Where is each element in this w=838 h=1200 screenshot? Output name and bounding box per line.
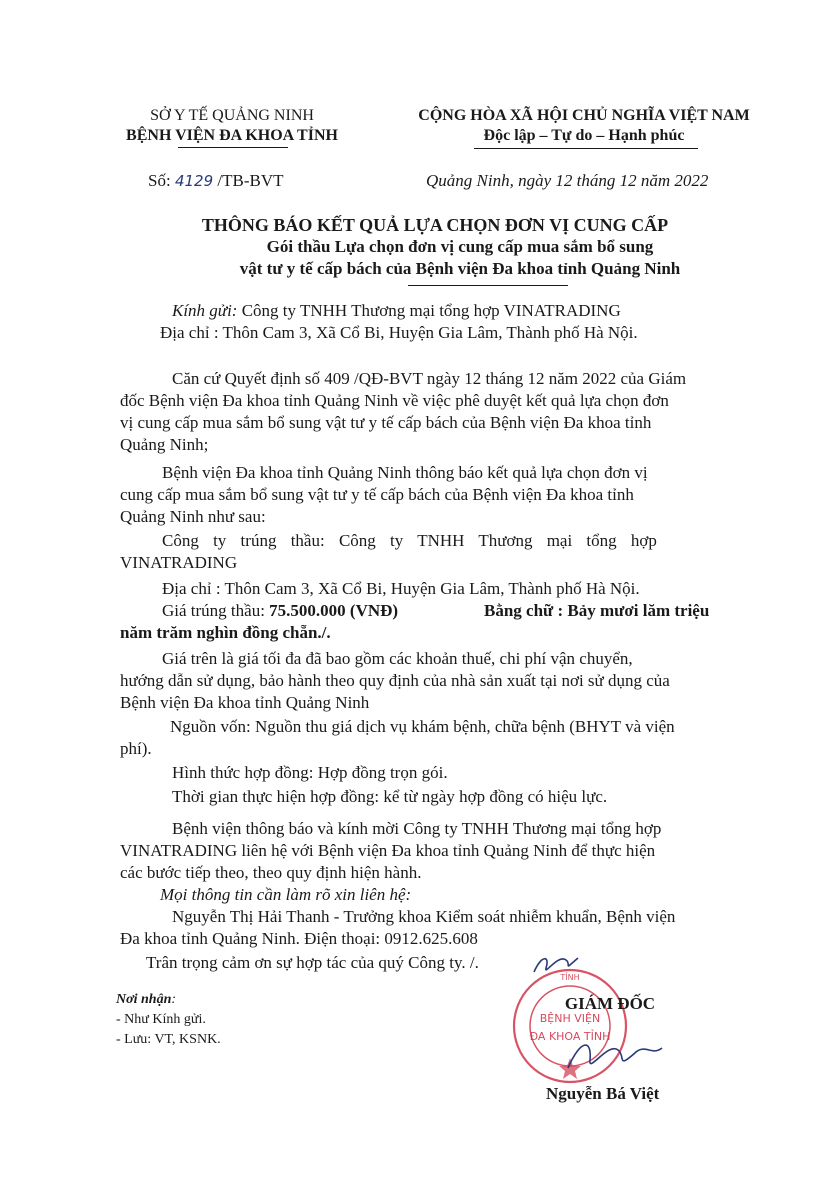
svg-text:BỆNH VIỆN: BỆNH VIỆN — [539, 1012, 601, 1025]
para1-line1: Căn cứ Quyết định số 409 /QĐ-BVT ngày 12 tháng 12 năm 2022 của Giám — [172, 369, 687, 388]
price-label: Giá trúng thầu: — [162, 601, 265, 620]
title-sub-1: Gói thầu Lựa chọn đơn vị cung cấp mua sắm bổ sung — [266, 237, 654, 256]
doc-number-handwritten: 4129 — [174, 172, 214, 190]
contract-form: Hình thức hợp đồng: Hợp đồng trọn gói. — [172, 763, 448, 782]
funding-line2: phí). — [120, 739, 152, 758]
hospital-name: BỆNH VIỆN ĐA KHOA TỈNH — [126, 127, 338, 144]
recipients-heading: Nơi nhận: — [116, 992, 177, 1007]
price-words-line2: năm trăm nghìn đồng chẵn./. — [120, 623, 331, 642]
price-line — [162, 600, 398, 622]
recipient-label: Kính gửi: — [172, 301, 238, 320]
recipient-line — [172, 300, 621, 322]
para3-line1: Giá trên là giá tối đa đã bao gồm các khoản thuế, chi phí vận chuyển, — [162, 649, 633, 668]
para2-line2: cung cấp mua sắm bổ sung vật tư y tế cấp bách của Bệnh viện Đa khoa tỉnh — [120, 485, 634, 504]
doc-number-suffix: /TB-BVT — [217, 171, 284, 190]
header-right-underline — [474, 148, 698, 149]
winner-line1: Công ty trúng thầu: Công ty TNHH Thương mại tổng hợp — [162, 531, 657, 550]
para1-line2: đốc Bệnh viện Đa khoa tỉnh Quảng Ninh về việc phê duyệt kết quả lựa chọn đơn — [120, 391, 669, 410]
contract-time: Thời gian thực hiện hợp đồng: kể từ ngày hợp đồng có hiệu lực. — [172, 787, 608, 806]
contact-intro: Mọi thông tin cần làm rõ xin liên hệ: — [160, 885, 412, 904]
contact-line2: Đa khoa tỉnh Quảng Ninh. Điện thoại: 0912.625.608 — [120, 929, 478, 948]
national-header — [384, 106, 784, 146]
para4-line1: Bệnh viện thông báo và kính mời Công ty TNHH Thương mại tổng hợp — [172, 819, 662, 838]
price-words-line1: Bằng chữ : Bảy mươi lăm triệu — [484, 601, 710, 620]
national-motto: Độc lập – Tự do – Hạnh phúc — [483, 127, 685, 144]
para4-line3: các bước tiếp theo, theo quy định hiện hành. — [120, 863, 422, 882]
document-title: THÔNG BÁO KẾT QUẢ LỰA CHỌN ĐƠN VỊ CUNG CẤP — [201, 215, 669, 235]
para2-line1: Bệnh viện Đa khoa tỉnh Quảng Ninh thông báo kết quả lựa chọn đơn vị — [162, 463, 648, 482]
para2-line3: Quảng Ninh như sau: — [120, 507, 266, 526]
header-left-underline — [178, 147, 288, 148]
para1-line4: Quảng Ninh; — [120, 435, 209, 454]
para4-line2: VINATRADING liên hệ với Bệnh viện Đa khoa tỉnh Quảng Ninh để thực hiện — [120, 841, 656, 860]
document-number — [148, 170, 283, 192]
para3-line2: hướng dẫn sử dụng, bảo hành theo quy định của nhà sản xuất tại nơi sử dụng của — [120, 671, 670, 690]
signatory-name: Nguyễn Bá Việt — [546, 1084, 660, 1103]
para3-line3: Bệnh viện Đa khoa tỉnh Quảng Ninh — [120, 693, 370, 712]
recipient-name: Công ty TNHH Thương mại tổng hợp VINATRADING — [241, 301, 621, 320]
recipient-address: Địa chỉ : Thôn Cam 3, Xã Cổ Bi, Huyện Gia Lâm, Thành phố Hà Nội. — [160, 323, 638, 342]
national-title: CỘNG HÒA XÃ HỘI CHỦ NGHĨA VIỆT NAM — [418, 107, 750, 124]
svg-text:ĐA KHOA TỈNH: ĐA KHOA TỈNH — [529, 1030, 611, 1043]
title-sub-2: vật tư y tế cấp bách của Bệnh viện Đa khoa tỉnh Quảng Ninh — [239, 259, 681, 278]
signature-scribble-icon — [560, 1030, 670, 1080]
recipients-block — [116, 990, 221, 1050]
winner-line2: VINATRADING — [120, 553, 238, 572]
agency-header — [92, 106, 372, 146]
svg-text:TỈNH: TỈNH — [560, 973, 580, 982]
place-date: Quảng Ninh, ngày 12 tháng 12 năm 2022 — [426, 171, 709, 190]
para1-line3: vị cung cấp mua sắm bổ sung vật tư y tế cấp bách của Bệnh viện Đa khoa tỉnh — [120, 413, 652, 432]
price-value: 75.500.000 (VNĐ) — [269, 601, 399, 620]
closing-thanks: Trân trọng cảm ơn sự hợp tác của quý Công ty. /. — [146, 953, 479, 972]
recipient-item-2: - Lưu: VT, KSNK. — [116, 1032, 221, 1047]
winner-address: Địa chỉ : Thôn Cam 3, Xã Cổ Bi, Huyện Gia Lâm, Thành phố Hà Nội. — [162, 579, 640, 598]
signatory-title: GIÁM ĐỐC — [564, 994, 656, 1013]
initials-scribble-icon — [528, 950, 588, 980]
funding-line1: Nguồn vốn: Nguồn thu giá dịch vụ khám bệnh, chữa bệnh (BHYT và viện — [170, 717, 675, 736]
recipient-item-1: - Như Kính gửi. — [116, 1012, 206, 1027]
title-underline — [408, 285, 568, 286]
ministry-name: SỞ Y TẾ QUẢNG NINH — [150, 107, 314, 124]
contact-line1: Nguyễn Thị Hải Thanh - Trưởng khoa Kiểm soát nhiễm khuẩn, Bệnh viện — [172, 907, 676, 926]
doc-number-prefix: Số: — [148, 171, 171, 190]
